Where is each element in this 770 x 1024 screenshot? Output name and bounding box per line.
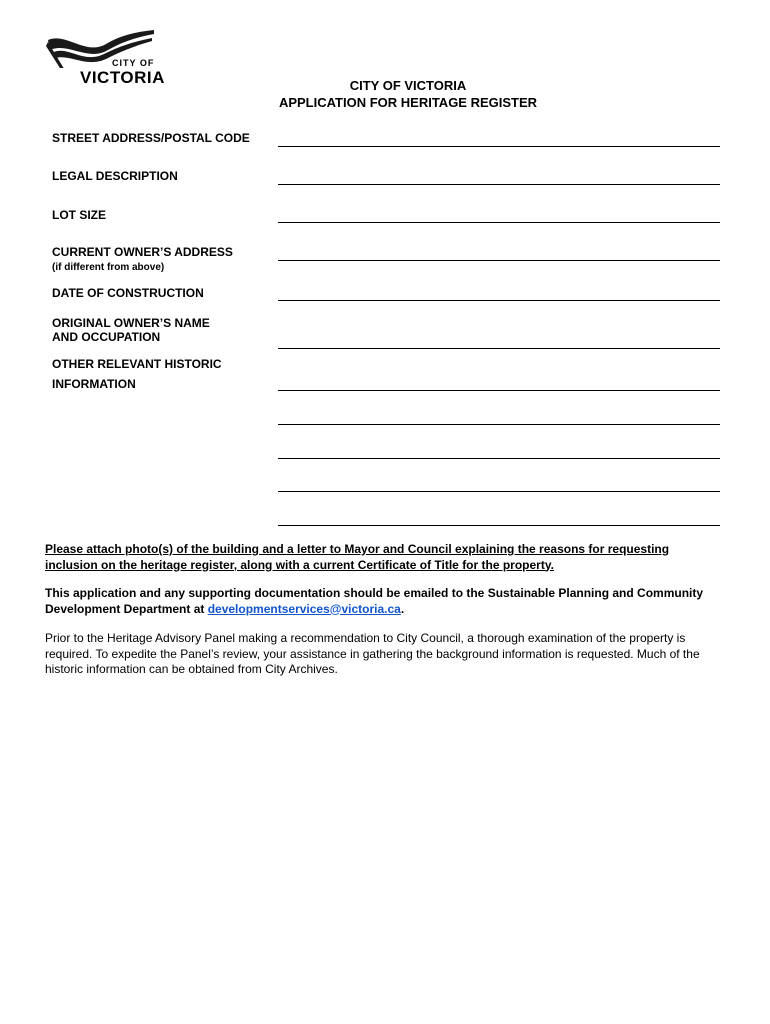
other-info-label-2: INFORMATION <box>52 377 136 391</box>
other-info-field-4[interactable] <box>278 491 720 492</box>
original-owner-label-1: ORIGINAL OWNER’S NAME <box>52 316 210 330</box>
other-info-label-1: OTHER RELEVANT HISTORIC <box>52 357 222 371</box>
original-owner-field[interactable] <box>278 348 720 349</box>
attach-instructions: Please attach photo(s) of the building and a letter to Mayor and Council explaining the reasons for requesting inclusion on the heritage register, along with a current Certificate of Title for the property. <box>45 542 670 572</box>
lot-size-field[interactable] <box>278 222 720 223</box>
date-construction-label: DATE OF CONSTRUCTION <box>52 286 204 300</box>
email-instructions-text: This application and any supporting documentation should be emailed to the Sustainable Planning and Community Development Department at <box>45 586 704 616</box>
email-instructions <box>45 586 725 617</box>
current-owner-sublabel: (if different from above) <box>52 262 165 273</box>
legal-description-field[interactable] <box>278 184 720 185</box>
other-info-field-3[interactable] <box>278 458 720 459</box>
current-owner-field[interactable] <box>278 260 720 261</box>
logo-victoria: VICTORIA <box>80 68 165 87</box>
other-info-field-2[interactable] <box>278 424 720 425</box>
street-address-label: STREET ADDRESS/POSTAL CODE <box>52 131 250 145</box>
email-instructions-end: . <box>400 601 405 616</box>
other-info-field-1[interactable] <box>278 390 720 391</box>
current-owner-label: CURRENT OWNER’S ADDRESS <box>52 245 233 259</box>
page-subtitle: APPLICATION FOR HERITAGE REGISTER <box>278 95 538 110</box>
legal-description-label: LEGAL DESCRIPTION <box>52 169 178 183</box>
street-address-field[interactable] <box>278 146 720 147</box>
other-info-field-5[interactable] <box>278 525 720 526</box>
logo-city-of: CITY OF <box>112 58 155 68</box>
prior-paragraph: Prior to the Heritage Advisory Panel making a recommendation to City Council, a thorough examination of the property is required. To expedite the Panel’s review, your assistance in gathering the background information is requested. Much of the historic information can be obtained from City Archives. <box>45 631 700 676</box>
page-title: CITY OF VICTORIA <box>349 78 467 93</box>
date-construction-field[interactable] <box>278 300 720 301</box>
lot-size-label: LOT SIZE <box>52 208 106 222</box>
email-link[interactable]: developmentservices@victoria.ca <box>207 601 401 616</box>
original-owner-label-2: AND OCCUPATION <box>52 330 161 344</box>
